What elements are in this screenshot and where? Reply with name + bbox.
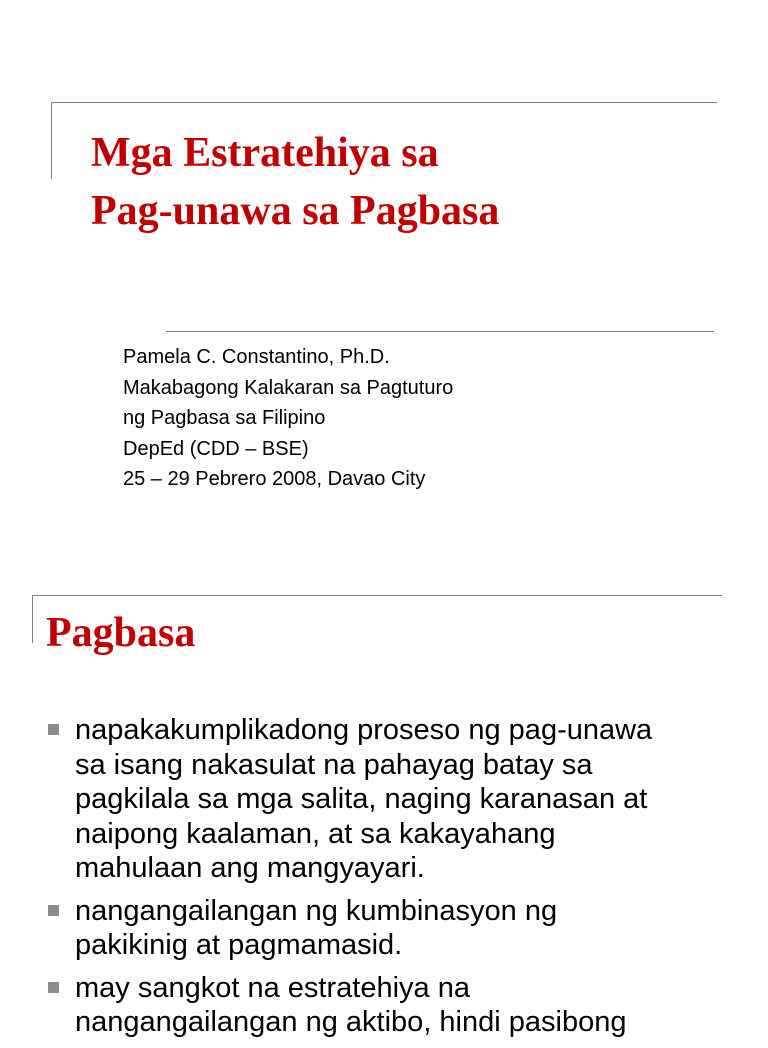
square-bullet-icon [48, 905, 59, 916]
title-line: Pag-unawa sa Pagbasa [91, 188, 500, 234]
bullet-line: napakakumplikadong proseso ng pag-unawa [75, 714, 653, 746]
slide-1-subtitle [123, 342, 453, 495]
bullet-line: may sangkot na estratehiya na [75, 971, 470, 1004]
subtitle-line: ng Pagbasa sa Filipino [123, 407, 326, 429]
bullet-line: sa isang nakasulat na pahayag batay sa [75, 748, 593, 781]
subtitle-line: Makabagong Kalakaran sa Pagtuturo [123, 376, 454, 399]
title-left-rule [51, 102, 52, 179]
title-left-rule [32, 595, 33, 643]
bullet-line: nangangailangan ng kumbinasyon ng [75, 894, 558, 927]
square-bullet-icon [48, 724, 59, 735]
bullet-item [47, 713, 727, 886]
event-date-place: 25 – 29 Pebrero 2008, Davao City [123, 468, 426, 490]
slide-2 [0, 576, 768, 1038]
bullet-line: mahulaan ang mangyayari. [75, 852, 425, 884]
bullet-text [75, 971, 727, 1040]
slide-2-title: Pagbasa [46, 610, 196, 656]
bullet-line: naipong kaalaman, at sa kakayahang [75, 817, 556, 850]
bullet-line: nangangailangan ng aktibo, hindi pasibong [75, 1006, 627, 1038]
bullet-list [47, 713, 727, 1048]
title-top-rule [32, 595, 722, 596]
bullet-item [47, 894, 727, 963]
subtitle-rule [166, 331, 714, 332]
bullet-text [75, 713, 727, 886]
bullet-item [47, 971, 727, 1040]
author-name: Pamela C. Constantino, Ph.D. [123, 346, 390, 368]
title-line: Mga Estratehiya sa [91, 130, 439, 176]
bullet-line: pakikinig at pagmamasid. [75, 929, 403, 961]
slide-1-title [91, 124, 499, 240]
title-top-rule [51, 102, 717, 103]
bullet-text [75, 894, 727, 963]
square-bullet-icon [48, 982, 59, 993]
bullet-line: pagkilala sa mga salita, naging karanasan at [75, 783, 648, 815]
organization: DepEd (CDD – BSE) [123, 437, 309, 460]
